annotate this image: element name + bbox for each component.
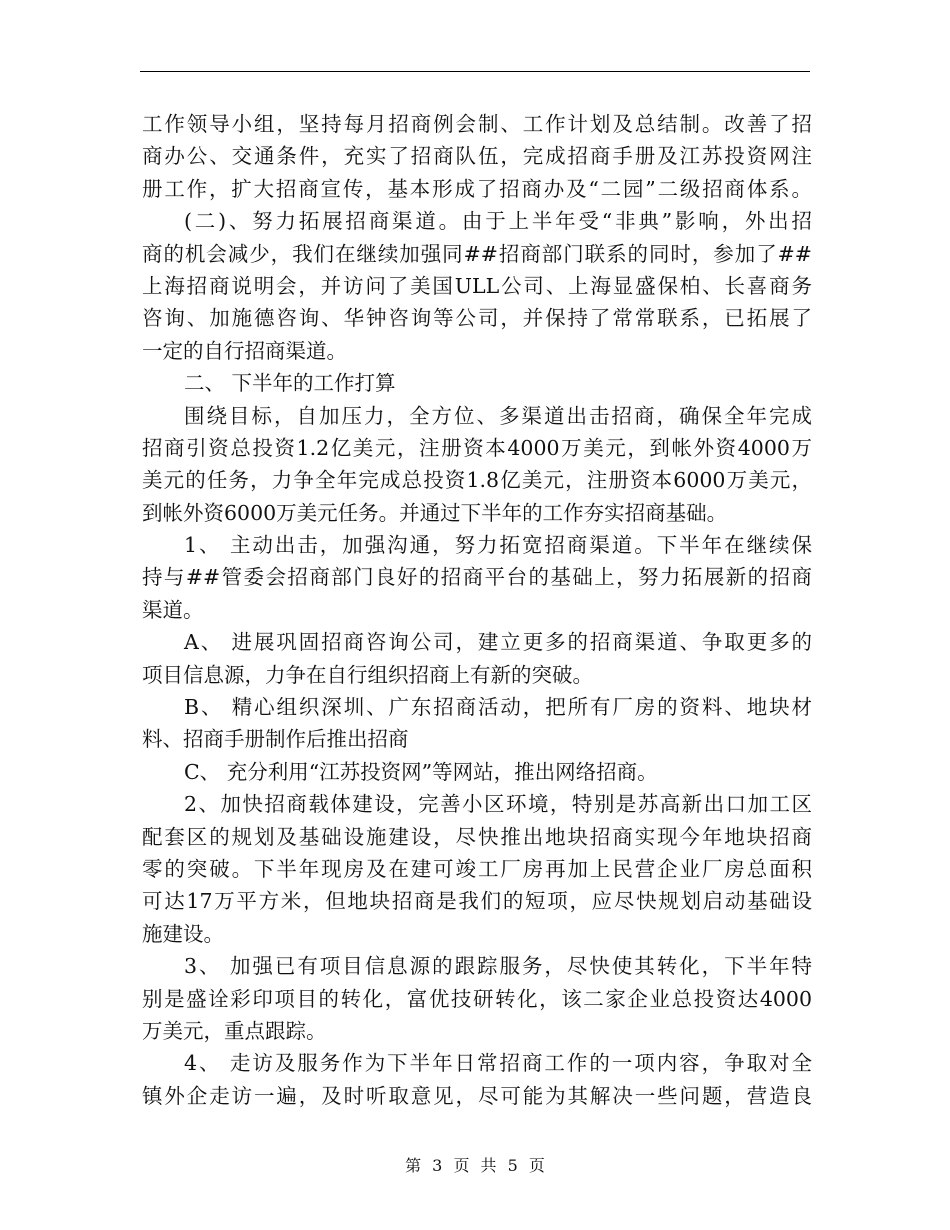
text-line: 渠道。 [142, 597, 204, 622]
paragraph [142, 205, 812, 367]
text-line: 二、 下半年的工作打算 [184, 371, 396, 396]
text-line: 商办公、交通条件，充实了招商队伍，完成招商手册及江苏投资网注 [142, 144, 812, 169]
text-line: 2、加快招商载体建设，完善小区环境，特别是苏高新出口加工区 [184, 792, 812, 817]
text-line: 到帐外资6000万美元任务。并通过下半年的工作夯实招商基础。 [142, 500, 728, 525]
paragraph [142, 529, 812, 626]
paragraph [142, 400, 812, 530]
text-line: 持与##管委会招商部门良好的招商平台的基础上，努力拓展新的招商 [142, 565, 812, 590]
text-line: 围绕目标，自加压力，全方位、多渠道出击招商，确保全年完成 [184, 403, 812, 428]
text-line: 别是盛诠彩印项目的转化，富优技研转化，该二家企业总投资达4000 [142, 986, 812, 1011]
paragraph [142, 950, 812, 1047]
paragraph [142, 1047, 812, 1112]
text-line: 万美元，重点跟踪。 [142, 1018, 327, 1043]
text-line: 料、招商手册制作后推出招商 [142, 727, 409, 752]
document-body [142, 108, 812, 1112]
paragraph [142, 788, 812, 950]
text-line: 项目信息源，力争在自行组织招商上有新的突破。 [142, 662, 593, 687]
text-line: 册工作，扩大招商宣传，基本形成了招商办及“二园”二级招商体系。 [142, 176, 812, 201]
text-line: 招商引资总投资1.2亿美元，注册资本4000万美元，到帐外资4000万 [142, 435, 812, 460]
text-line: 上海招商说明会，并访问了美国ULL公司、上海显盛保柏、长喜商务 [142, 273, 812, 298]
text-line: 一定的自行招商渠道。 [142, 338, 347, 363]
paragraph [142, 108, 812, 205]
page-footer: 第 3 页 共 5 页 [405, 1156, 545, 1175]
text-line: 4、 走访及服务作为下半年日常招商工作的一项内容，争取对全 [184, 1051, 812, 1076]
text-line: 3、 加强已有项目信息源的跟踪服务，尽快使其转化，下半年特 [184, 954, 812, 979]
paragraph [142, 691, 812, 756]
text-line: B、 精心组织深圳、广东招商活动，把所有厂房的资料、地块材 [184, 695, 812, 720]
text-line: 可达17万平方米，但地块招商是我们的短项，应尽快规划启动基础设 [142, 889, 812, 914]
text-line: 零的突破。下半年现房及在建可竣工厂房再加上民营企业厂房总面积 [142, 856, 812, 881]
text-line: 配套区的规划及基础设施建设，尽快推出地块招商实现今年地块招商 [142, 824, 812, 849]
text-line: (二)、努力拓展招商渠道。由于上半年受“非典”影响，外出招 [184, 209, 812, 234]
header-rule [140, 71, 810, 72]
text-line: 1、 主动出击，加强沟通，努力拓宽招商渠道。下半年在继续保 [184, 533, 812, 558]
paragraph [142, 756, 812, 788]
text-line: A、 进展巩固招商咨询公司，建立更多的招商渠道、争取更多的 [184, 630, 812, 655]
text-line: 美元的任务，力争全年完成总投资1.8亿美元，注册资本6000万美元， [142, 468, 812, 493]
text-line: 镇外企走访一遍，及时听取意见，尽可能为其解决一些问题，营造良 [142, 1083, 812, 1108]
paragraph [142, 367, 812, 399]
text-line: 商的机会减少，我们在继续加强同##招商部门联系的同时，参加了## [142, 241, 812, 266]
text-line: 施建设。 [142, 921, 224, 946]
paragraph [142, 626, 812, 691]
text-line: 咨询、加施德咨询、华钟咨询等公司，并保持了常常联系，已拓展了 [142, 306, 812, 331]
text-line: 工作领导小组，坚持每月招商例会制、工作计划及总结制。改善了招 [142, 112, 812, 136]
text-line: C、 充分利用“江苏投资网”等网站，推出网络招商。 [184, 759, 658, 784]
